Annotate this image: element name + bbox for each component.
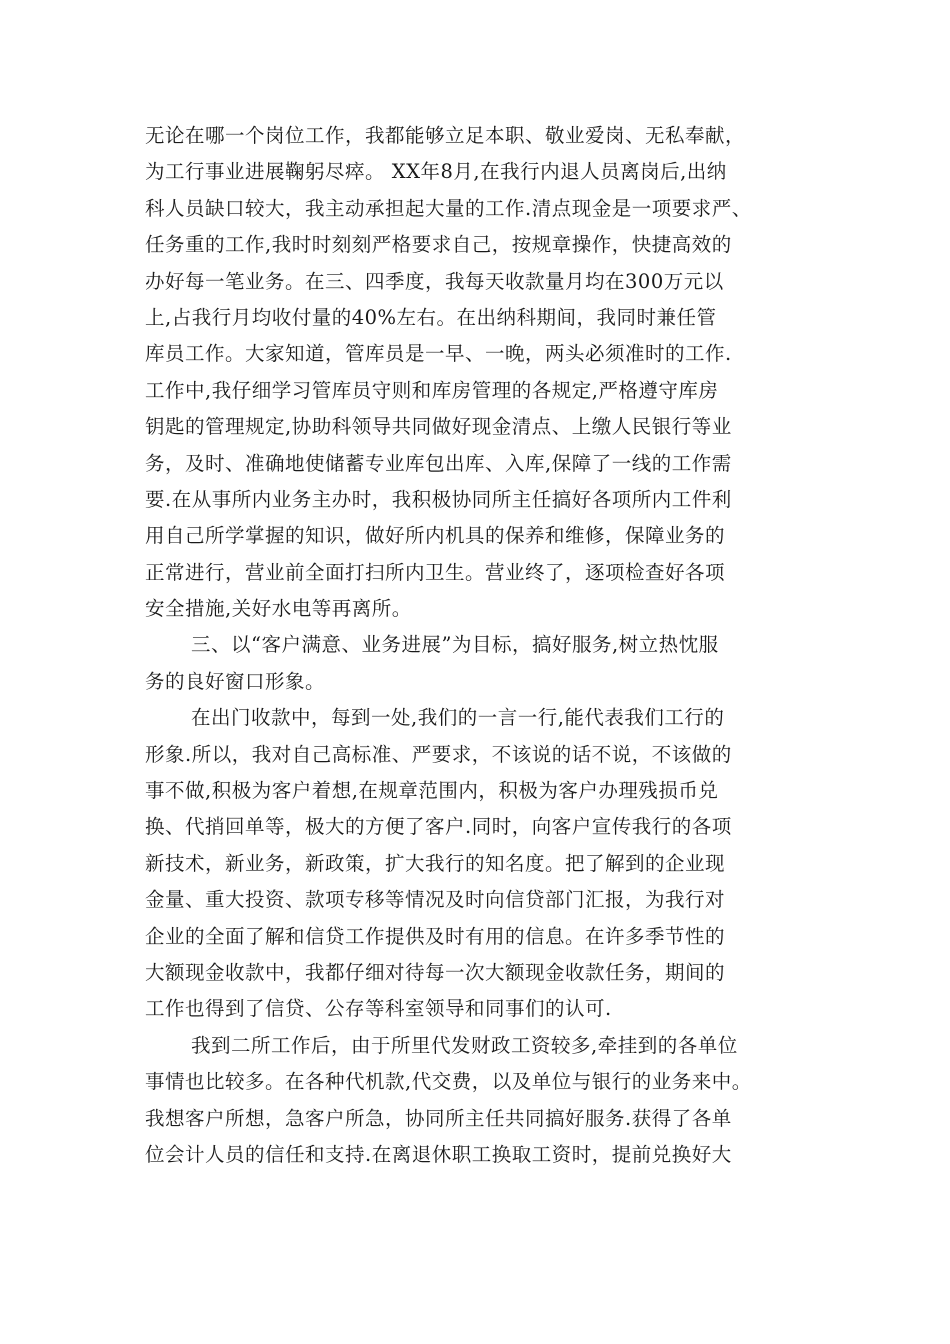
- text-line: 科人员缺口较大，我主动承担起大量的工作.清点现金是一项要求严、: [145, 196, 752, 220]
- text-line: 大额现金收款中，我都仔细对待每一次大额现金收款任务，期间的: [145, 960, 726, 984]
- text-line: 我到二所工作后，由于所里代发财政工资较多,牵挂到的各单位: [191, 1033, 738, 1057]
- text-line: 任务重的工作,我时时刻刻严格要求自己，按规章操作，快捷高效的: [145, 233, 732, 257]
- text-line: 办好每一笔业务。在三、四季度，我每天收款量月均在300万元以: [145, 269, 724, 293]
- text-line: 位会计人员的信任和支持.在离退休职工换取工资时，提前兑换好大: [145, 1142, 732, 1166]
- text-line: 新技术，新业务，新政策，扩大我行的知名度。把了解到的企业现: [145, 851, 726, 875]
- text-line: 形象.所以，我对自己高标准、严要求，不该说的话不说，不该做的: [145, 742, 732, 766]
- text-line: 金量、重大投资、款项专移等情况及时向信贷部门汇报，为我行对: [145, 888, 726, 912]
- text-line: 工作也得到了信贷、公存等科室领导和同事们的认可.: [145, 997, 612, 1021]
- text-line: 务，及时、准确地使储蓄专业库包出库、入库,保障了一线的工作需: [145, 451, 732, 475]
- text-line: 企业的全面了解和信贷工作提供及时有用的信息。在许多季节性的: [145, 924, 726, 948]
- text-line: 正常进行，营业前全面打扫所内卫生。营业终了，逐项检查好各项: [145, 560, 726, 584]
- body-text: [145, 118, 815, 1173]
- text-line: 库员工作。大家知道，管库员是一早、一晚，两头必须准时的工作.: [145, 342, 732, 366]
- text-line: 换、代捎回单等，极大的方便了客户.同时，向客户宣传我行的各项: [145, 815, 732, 839]
- text-line: 三、以“客户满意、业务进展”为目标，搞好服务,树立热忱服: [191, 633, 719, 657]
- text-line: 钥匙的管理规定,协助科领导共同做好现金清点、上缴人民银行等业: [145, 415, 732, 439]
- text-line: 事不做,积极为客户着想,在规章范围内，积极为客户办理残损币兑: [145, 779, 719, 803]
- text-line: 我想客户所想，急客户所急，协同所主任共同搞好服务.获得了各单: [145, 1106, 732, 1130]
- text-line: 在出门收款中，每到一处,我们的一言一行,能代表我们工行的: [191, 706, 725, 730]
- text-line: 无论在哪一个岗位工作，我都能够立足本职、敬业爱岗、无私奉献，: [145, 124, 746, 147]
- text-line: 要.在从事所内业务主办时，我积极协同所主任搞好各项所内工件利: [145, 487, 732, 511]
- text-line: 安全措施,关好水电等再离所。: [145, 597, 412, 621]
- text-line: 务的良好窗口形象。: [145, 669, 326, 693]
- text-line: 为工行事业进展鞠躬尽瘁。 XX年8月,在我行内退人员离岗后,出纳: [145, 160, 727, 184]
- text-line: 上,占我行月均收付量的40%左右。在出纳科期间，我同时兼任管: [145, 305, 717, 329]
- text-line: 事情也比较多。在各种代机款,代交费，以及单位与银行的业务来中。: [145, 1070, 752, 1094]
- text-line: 工作中,我仔细学习管库员守则和库房管理的各规定,严格遵守库房: [145, 378, 719, 402]
- text-line: 用自己所学掌握的知识，做好所内机具的保养和维修，保障业务的: [145, 524, 726, 548]
